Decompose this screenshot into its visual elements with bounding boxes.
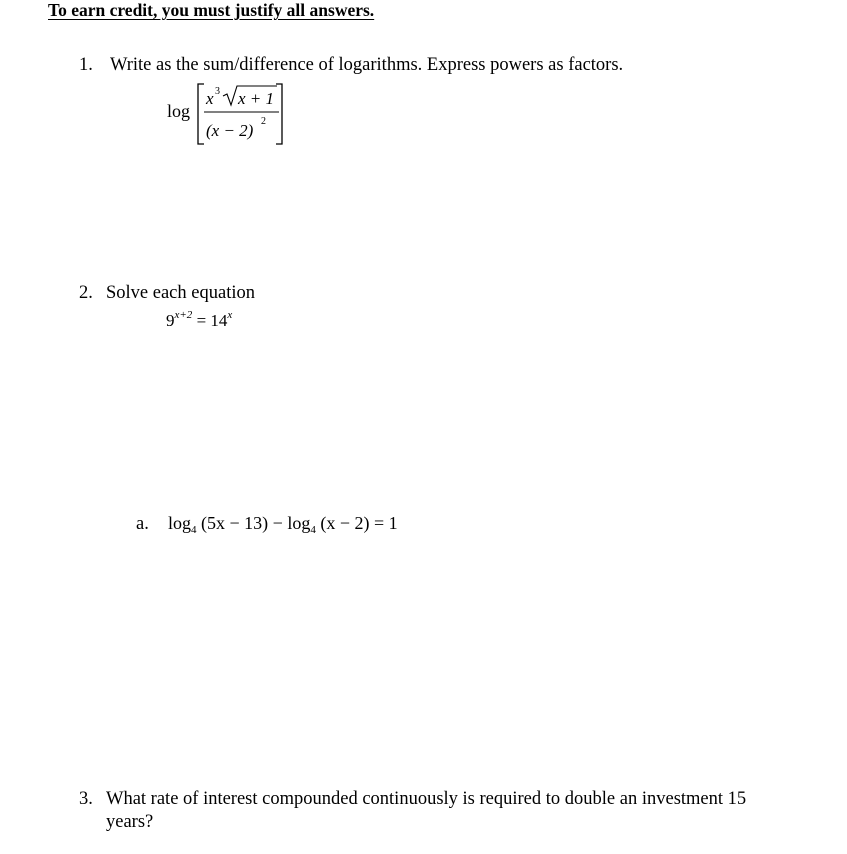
question-2-text: Solve each equation: [106, 283, 255, 303]
equation-base-9: 9: [166, 311, 175, 330]
left-bracket: [198, 84, 204, 144]
equation-2: [166, 311, 232, 331]
log-argument-1: (5x − 13) −: [201, 513, 288, 533]
log-argument-2: (x − 2) = 1: [320, 513, 398, 533]
log-base-2: 4: [310, 524, 316, 536]
right-bracket: [276, 84, 282, 144]
equation-exponent-left: x+2: [174, 309, 193, 321]
denominator: (x − 2): [206, 121, 254, 140]
part-a-label: a.: [136, 514, 149, 534]
numerator-x: x: [206, 89, 214, 108]
question-1-expression: [160, 74, 300, 152]
log-function-1: log: [168, 513, 192, 533]
instructions-header: To earn credit, you must justify all answers.: [48, 0, 375, 20]
equation-rhs: = 14: [196, 311, 228, 330]
question-3-text-line-2: years?: [106, 812, 154, 832]
question-3-number: 3.: [79, 789, 93, 809]
log-function: log: [167, 101, 191, 121]
numerator-exponent: 3: [215, 86, 220, 97]
equation-exponent-right: x: [227, 309, 233, 321]
log-function-2: log: [287, 513, 311, 533]
part-a-equation: [168, 513, 398, 534]
question-1-number: 1.: [79, 55, 93, 75]
question-3-text-line-1: What rate of interest compounded continuously is required to double an investment 15: [106, 789, 747, 809]
log-base-1: 4: [191, 524, 197, 536]
denominator-exponent: 2: [261, 116, 266, 127]
question-1-text: Write as the sum/difference of logarithms. Express powers as factors.: [110, 55, 624, 75]
radicand: x + 1: [238, 89, 275, 108]
question-2-number: 2.: [79, 283, 93, 303]
